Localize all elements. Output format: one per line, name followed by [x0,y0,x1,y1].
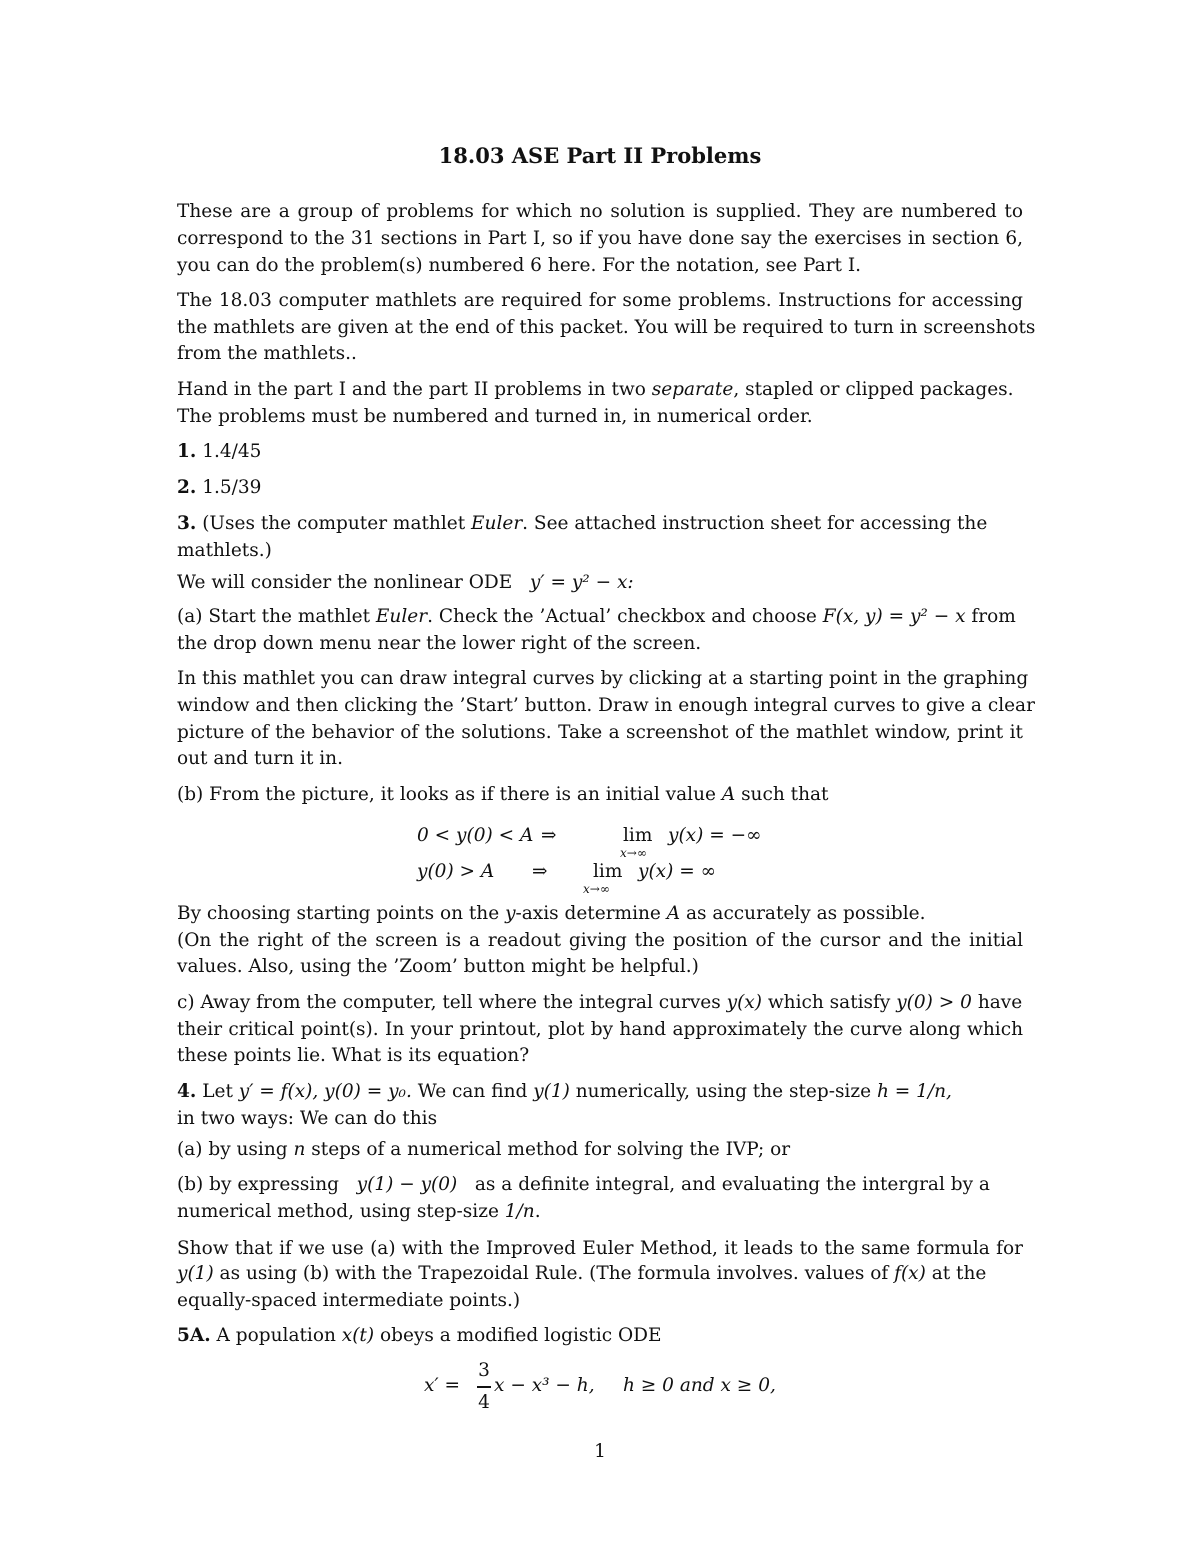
problem-3a-text-a: (a) Start the mathlet [177,606,376,627]
problem-2-text: 1.5/39 [196,477,262,498]
problem-3b-text-a: (b) From the picture, it looks as if there is an initial value [177,784,722,805]
problem-3-text-a: (Uses the computer mathlet [196,513,472,534]
problem-3d-math-a: y(x) [726,992,762,1013]
problem-4-line-2: in two ways: We can do this [177,1108,438,1129]
eq2-lim: lim [593,861,623,882]
problem-3-text-b: . See attached instruction sheet for accessing the [522,513,988,534]
problem-3c-line-2: (On the right of the screen is a readout giving the position of the cursor and the initial [177,930,1023,951]
problem-3-draw-line-3: picture of the behavior of the solutions. Take a screenshot of the mathlet window, print it [177,722,1023,743]
eq5-frac-bar [477,1386,491,1388]
problem-3b-text-b: such that [735,784,829,805]
problem-4-show-line-2 [177,1261,1023,1287]
eq5-frac-denominator: 4 [478,1392,490,1413]
problem-4b-math-b: 1/n [504,1201,535,1222]
problem-4b-text-a: (b) by expressing [177,1174,345,1195]
problem-4b-text-b: as a definite integral, and evaluating the intergral by a [469,1174,990,1195]
eq5-right: x − x³ − h, [494,1375,595,1396]
problem-4-show-text-b: at the [925,1263,987,1284]
problem-3d-text-c: have [971,992,1023,1013]
problem-1-text: 1.4/45 [196,441,262,462]
problem-4-number: 4. [177,1081,197,1102]
problem-3c-math-b: A [666,903,681,924]
page-number: 1 [594,1441,606,1462]
mathlets-line-3: from the mathlets.. [177,343,357,364]
problem-4b-text-d: . [534,1201,541,1222]
eq1-arrow: ⇒ [541,825,557,846]
mathlets-line-1: The 18.03 computer mathlets are required for some problems. Instructions for accessing [177,290,1023,311]
problem-2 [177,475,1023,501]
handin-line-1 [177,377,1023,403]
handin-text-a: Hand in the part I and the part II problems in two [177,379,652,400]
problem-4-math-b: y(1) [533,1081,570,1102]
problem-3a-math: F(x, y) = y² − x [822,606,966,627]
problem-4-show-line-3: equally-spaced intermediate points.) [177,1290,521,1311]
problem-3c-text-b: -axis determine [515,903,667,924]
eq2-arrow: ⇒ [532,861,548,882]
problem-4b-text-c: numerical method, using step-size [177,1201,505,1222]
problem-4a-line [177,1137,1023,1163]
problem-3-ode-line [177,570,1023,596]
problem-5a-math: x(t) [341,1325,375,1346]
problem-3-euler: Euler [471,513,523,534]
problem-5a-number: 5A. [177,1325,211,1346]
problem-3c-text-a: By choosing starting points on the [177,903,506,924]
problem-4-text-b: We can find [411,1081,534,1102]
problem-4-show-text-a: as using (b) with the Trapezoidal Rule. (The formula involves. values of [213,1263,895,1284]
problem-3-draw-line-1: In this mathlet you can draw integral curves by clicking at a starting point in the graphing [177,668,1029,689]
page-title: 18.03 ASE Part II Problems [438,143,762,168]
eq1-left: 0 < y(0) < A [417,825,534,846]
problem-3d-line-1 [177,990,1023,1016]
intro-line-3: you can do the problem(s) numbered 6 here. For the notation, see Part I. [177,255,862,276]
problem-3-ode-text: We will consider the nonlinear ODE [177,572,513,593]
problem-3c-line-3: values. Also, using the ’Zoom’ button might be helpful.) [177,956,699,977]
mathlets-line-2: the mathlets are given at the end of this packet. You will be required to turn in screenshots [177,317,1036,338]
eq5-frac-numerator: 3 [478,1360,490,1381]
intro-line-1: These are a group of problems for which no solution is supplied. They are numbered to [177,201,1023,222]
problem-4b-line-1 [177,1172,1023,1198]
problem-3d-line-3: these points lie. What is its equation? [177,1045,530,1066]
problem-5a-text-a: A population [210,1325,342,1346]
problem-5a-line-1 [177,1323,1023,1349]
eq2-left: y(0) > A [417,861,495,882]
eq1-right: y(x) = −∞ [668,825,762,846]
problem-4-math-a: y′ = f(x), y(0) = y₀. [238,1081,412,1102]
problem-3a-text-c: from [965,606,1016,627]
problem-3b-math-a: A [721,784,736,805]
problem-3c-text-c: as accurately as possible. [680,903,926,924]
problem-3-draw-line-2: window and then clicking the ’Start’ button. Draw in enough integral curves to give a clear [177,695,1035,716]
handin-line-2: The problems must be numbered and turned in, in numerical order. [177,406,813,427]
problem-4-text-c: numerically, using the step-size [569,1081,877,1102]
problem-3-line-2: mathlets.) [177,540,272,561]
problem-4b-math: y(1) − y(0) [356,1174,458,1195]
problem-3-draw-line-4: out and turn it in. [177,748,343,769]
eq5-condition: h ≥ 0 and x ≥ 0, [623,1375,776,1396]
problem-4a-text-a: (a) by using [177,1139,294,1160]
eq1-lim-sub: x→∞ [620,846,647,860]
problem-3a-line-2: the drop down menu near the lower right of the screen. [177,633,702,654]
problem-4-show-math-b: f(x) [894,1263,926,1284]
problem-3a-euler: Euler [375,606,428,627]
problem-3d-text-a: c) Away from the computer, tell where the integral curves [177,992,727,1013]
problem-3b-line-1 [177,782,1023,808]
intro-line-2: correspond to the 31 sections in Part I, so if you have done say the exercises in section 6, [177,228,1023,249]
problem-4-show-math-a: y(1) [177,1263,214,1284]
problem-1 [177,439,1023,465]
problem-1-number: 1. [177,441,197,462]
problem-3d-text-b: which satisfy [761,992,897,1013]
problem-3-ode: y′ = y² − x: [529,572,634,593]
eq5-left: x′ = [424,1375,461,1396]
problem-3a-text-b: . Check the ’Actual’ checkbox and choose [427,606,823,627]
problem-4-line-1 [177,1079,1023,1105]
problem-3-number: 3. [177,513,197,534]
problem-4a-math: n [293,1139,306,1160]
problem-4-show-line-1: Show that if we use (a) with the Improved Euler Method, it leads to the same formula for [177,1238,1023,1259]
handin-emphasis: separate [651,379,734,400]
problem-3c-math-a: y [505,903,516,924]
problem-4-text-a: Let [196,1081,239,1102]
problem-5a-text-b: obeys a modified logistic ODE [374,1325,662,1346]
eq2-right: y(x) = ∞ [638,861,716,882]
problem-4-math-c: h = 1/n, [876,1081,952,1102]
problem-3d-math-b: y(0) > 0 [896,992,972,1013]
handin-text-b: , stapled or clipped packages. [733,379,1014,400]
eq1-lim: lim [623,825,653,846]
problem-4a-text-b: steps of a numerical method for solving the IVP; or [305,1139,791,1160]
problem-2-number: 2. [177,477,197,498]
problem-3d-line-2: their critical point(s). In your printout, plot by hand approximately the curve along which [177,1019,1023,1040]
eq2-lim-sub: x→∞ [583,882,610,896]
problem-3a-line-1 [177,604,1023,630]
problem-4b-line-2 [177,1199,1023,1225]
problem-3-line-1 [177,511,1023,537]
problem-3c-line-1 [177,901,1023,927]
